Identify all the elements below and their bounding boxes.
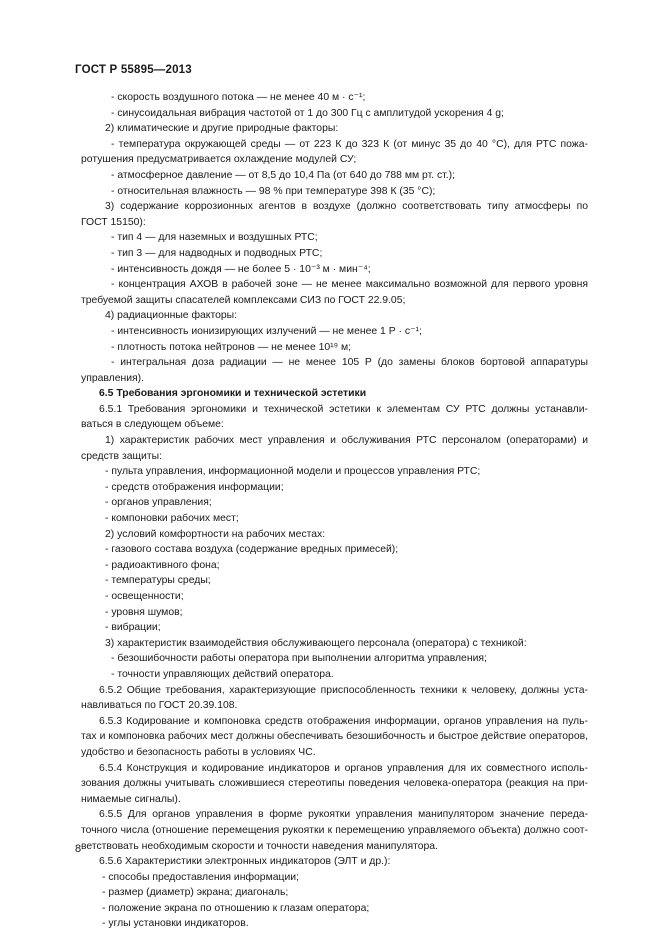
text-line: - плотность потока нейтронов — не менее 10¹⁹ м; [111,341,352,353]
text-line: удобство и безопасность работы в условиях ЧС. [81,746,316,758]
text-line: - атмосферное давление — от 8,5 до 10,4 Па (от 640 до 788 мм рт. ст.); [111,169,455,181]
text-line: - интенсивность дождя — не более 5 · 10⁻³ м · мин⁻⁴; [111,263,371,275]
text-line: 2) климатические и другие природные факторы: [105,123,339,135]
text-line: 6.5.5 Для органов управления в форме рукоятки управления манипулятором значение переда- [99,809,588,821]
text-line: - пульта управления, информационной модели и процессов управления РТС; [105,466,481,478]
text-line: ветствовать необходимым скорости и точности наведения манипулятора. [81,840,438,852]
text-line: нимаемые сигналы). [81,793,181,805]
text-line: - относительная влажность — 98 % при температуре 398 К (35 °С); [111,185,436,197]
text-line: - температуры среды; [105,575,211,587]
text-line: - температура окружающей среды — от 223 К до 323 К (от минус 35 до 40 °С), для РТС пожа- [111,138,588,150]
text-line: 6.5.6 Характеристики электронных индикаторов (ЭЛТ и др.): [99,856,391,868]
text-line: ротушения предусматривается охлаждение модулей СУ; [81,154,357,166]
text-line: - газового состава воздуха (содержание вредных примесей); [105,544,399,556]
text-line: - скорость воздушного потока — не менее 40 м · с⁻¹; [111,92,366,103]
text-line: - безошибочности работы оператора при выполнении алгоритма управления; [111,653,487,665]
page-number: 8 [75,843,82,855]
text-line: - компоновки рабочих мест; [105,513,239,525]
text-line: - точности управляющих действий оператора. [111,668,334,680]
text-line: - органов управления; [105,497,212,509]
text-line: - уровня шумов; [105,606,183,618]
text-line: - тип 3 — для надводных и подводных РТС; [111,247,323,259]
section-heading: 6.5 Требования эргономики и технической эстетики [99,388,367,400]
text-line: 6.5.2 Общие требования, характеризующие приспособленность техники к человеку, должны уста- [99,684,588,696]
text-line: требуемой защиты спасателей комплексами СИЗ по ГОСТ 22.9.05; [81,294,406,306]
text-line: ГОСТ 15150): [81,216,146,228]
text-line: 6.5.3 Кодирование и компоновка средств отображения информации, органов управления на пуль- [99,715,588,727]
text-line: - интегральная доза радиации — не менее 105 Р (до замены блоков бортовой аппаратуры [111,357,588,369]
text-line: ваться в следующем объеме: [81,419,224,431]
text-line: - положение экрана по отношению к глазам оператора; [102,902,370,914]
text-line: точного числа (отношение перемещения рукоятки к перемещению управляемого объекта) должно соот- [81,824,588,836]
text-line: - интенсивность ионизирующих излучений — не менее 1 Р · с⁻¹; [111,325,422,337]
text-line: - размер (диаметр) экрана; диагональ; [102,887,289,899]
text-line: управления). [81,372,145,384]
text-line: тах и компоновка рабочих мест должны обеспечивать безошибочность и быстрое действие операторов, [81,731,588,743]
text-line: - способы предоставления информации; [102,871,299,883]
text-line: 2) условий комфортности на рабочих местах: [105,528,326,540]
text-line: - средств отображения информации; [105,481,284,493]
document-header: ГОСТ Р 55895—2013 [75,64,192,76]
text-line: - тип 4 — для наземных и воздушных РТС; [111,232,318,244]
text-line: - освещенности; [105,591,184,602]
text-line: 4) радиационные факторы: [105,310,238,322]
text-line: - радиоактивного фона; [105,559,220,571]
text-line: - углы установки индикаторов. [102,918,249,930]
text-line: 3) характеристик взаимодействия обслуживающего персонала (оператора) с техникой: [105,637,527,649]
text-line: 6.5.1 Требования эргономики и технической эстетики к элементам СУ РТС должны устанавли- [99,403,588,415]
text-line: зования должны учитывать сложившиеся стереотипы поведения человека-оператора (реакция на при- [81,778,588,790]
text-line: средств защиты: [81,450,162,462]
text-line: 6.5.4 Конструкция и кодирование индикаторов и органов управления для их совместного исполь- [99,762,588,774]
text-line: - концентрация АХОВ в рабочей зоне — не менее максимально возможной для первого уровня [111,279,588,291]
text-line: навливаться по ГОСТ 20.39.108. [81,700,238,712]
text-line: - вибрации; [105,622,161,634]
document-body [81,90,588,932]
text-line: 1) характеристик рабочих мест управления и обслуживания РТС персоналом (операторами) и [105,435,588,447]
text-line: - синусоидальная вибрация частотой от 1 до 300 Гц с амплитудой ускорения 4 g; [111,107,504,119]
text-line: 3) содержание коррозионных агентов в воздухе (должно соответствовать типу атмосферы по [105,201,588,213]
